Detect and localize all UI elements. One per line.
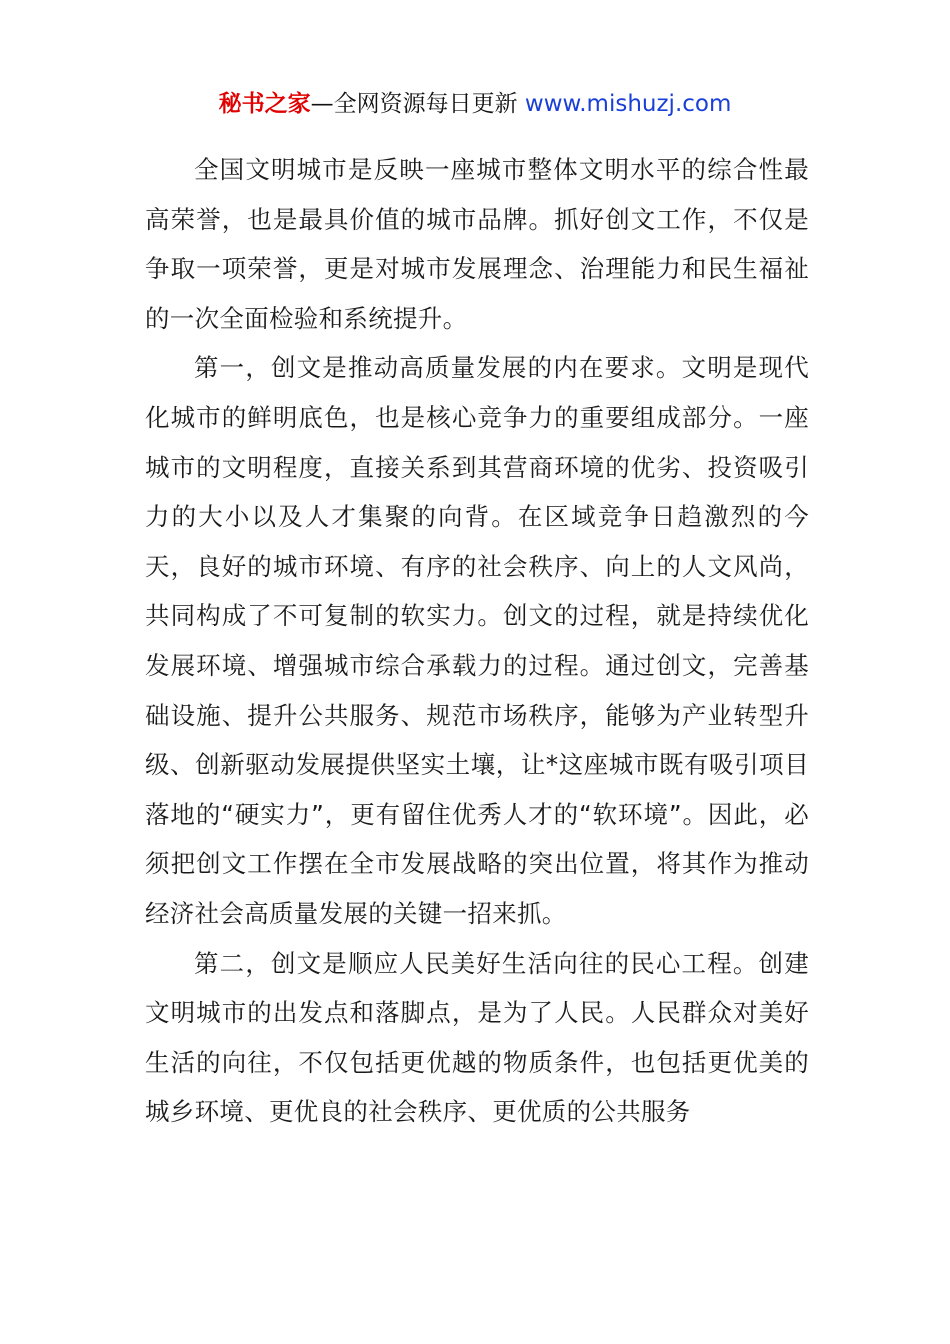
site-slogan: —全网资源每日更新: [310, 91, 518, 117]
paragraph-intro: 全国文明城市是反映一座城市整体文明水平的综合性最高荣誉，也是最具价值的城市品牌。抓好创文工作，不仅是争取一项荣誉，更是对城市发展理念、治理能力和民生福祉的一次全面检验和系统提升。: [145, 155, 809, 333]
paragraph-first-point: 第一，创文是推动高质量发展的内在要求。文明是现代化城市的鲜明底色，也是核心竞争力的重要组成部分。一座城市的文明程度，直接关系到其营商环境的优劣、投资吸引力的大小以及人才集聚的向背。在区域竞争日趋激烈的今天，良好的城市环境、有序的社会秩序、向上的人文风尚，共同构成了不可复制的软实力。创文的过程，就是持续优化发展环境、增强城市综合承载力的过程。通过创文，完善基础设施、提升公共服务、规范市场秩序，能够为产业转型升级、创新驱动发展提供坚实土壤，让*这座城市既有吸引项目落地的“硬实力”，更有留住优秀人才的“软环境”。因此，必须把创文工作摆在全市发展战略的突出位置，将其作为推动经济社会高质量发展的关键一招来抓。: [145, 353, 809, 928]
site-url-link[interactable]: www.mishuzj.com: [524, 91, 732, 117]
page-header: [0, 86, 950, 122]
document-body: [145, 145, 809, 1137]
site-brand: 秘书之家: [218, 91, 311, 117]
paragraph-second-point: 第二，创文是顺应人民美好生活向往的民心工程。创建文明城市的出发点和落脚点，是为了人民。人民群众对美好生活的向往，不仅包括更优越的物质条件，也包括更优美的城乡环境、更优良的社会秩序、更优质的公共服务: [145, 948, 809, 1127]
